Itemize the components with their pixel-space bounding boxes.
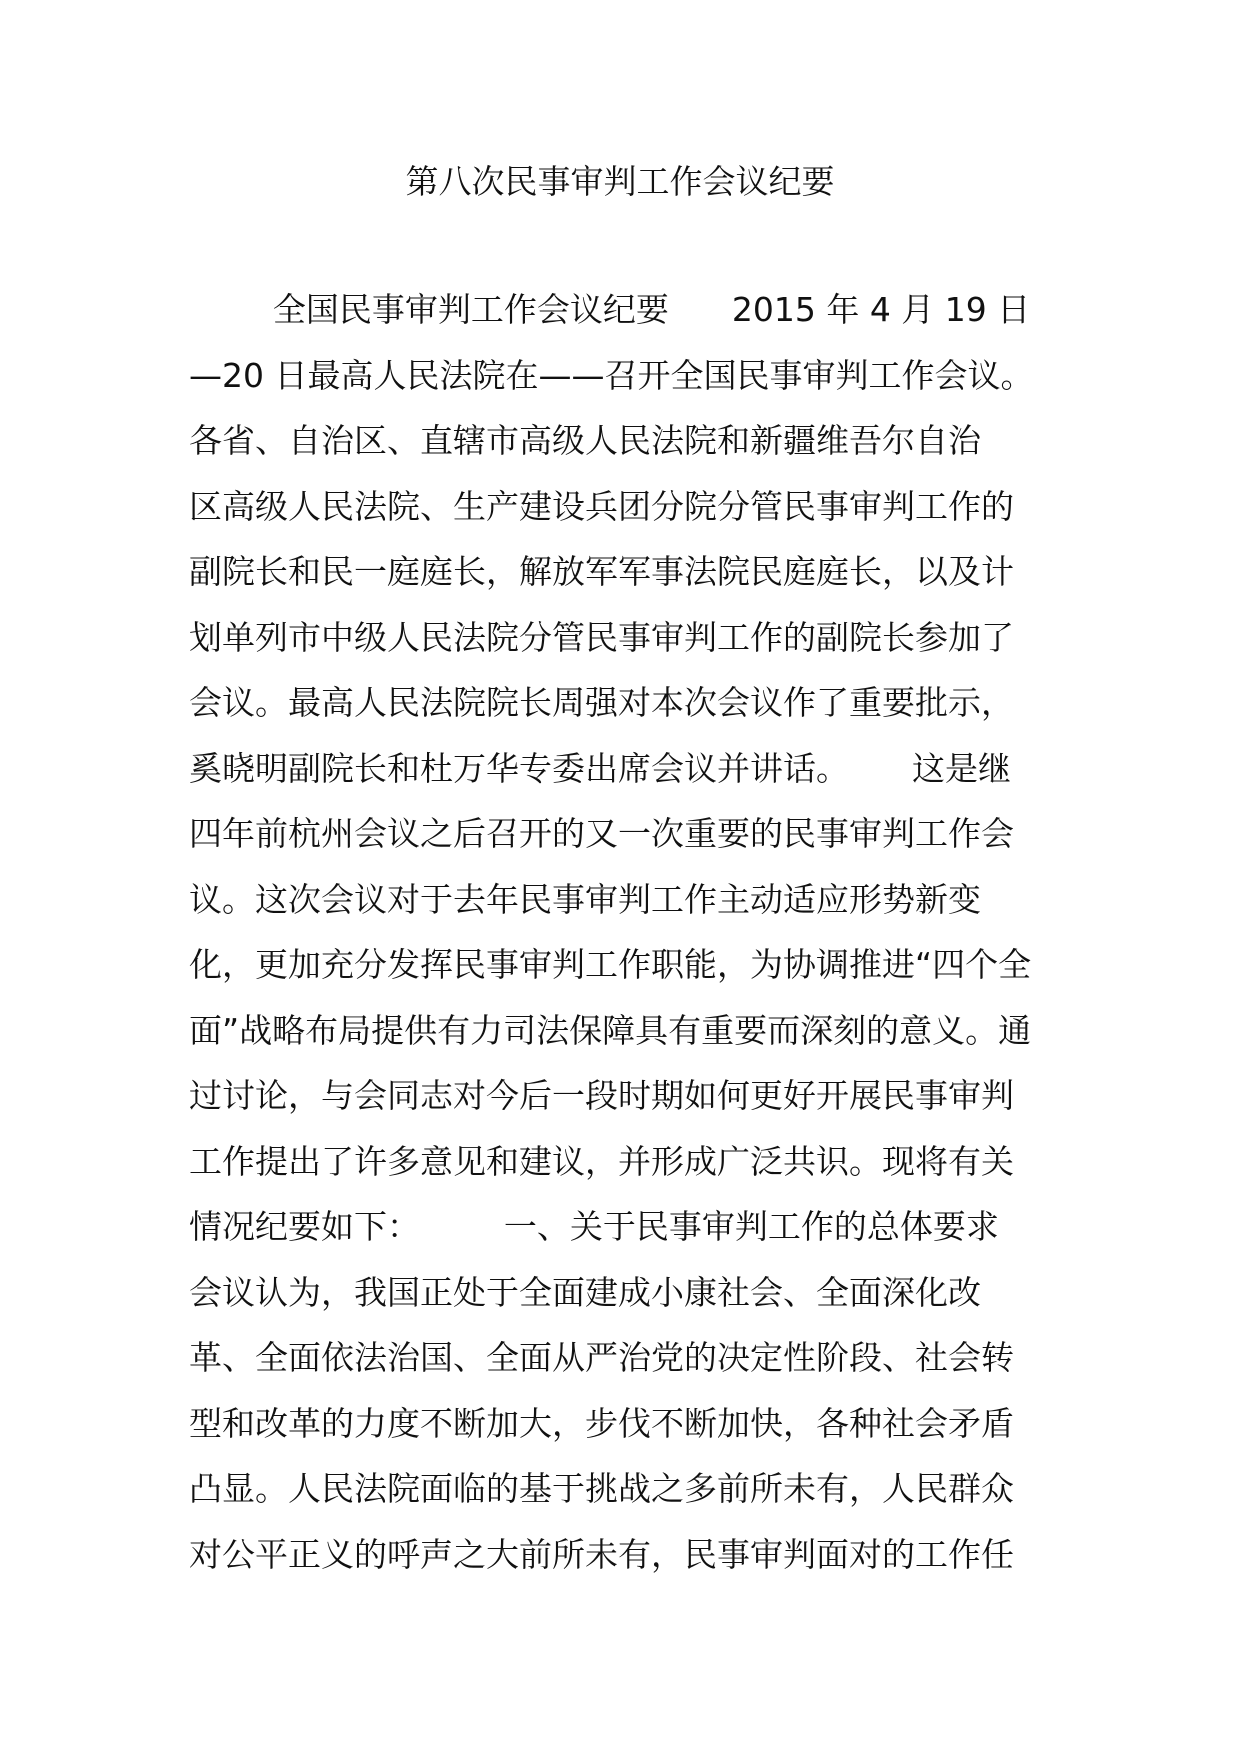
body-line: 会议。最高人民法院院长周强对本次会议作了重要批示， — [189, 683, 1014, 722]
body-line: 副院长和民一庭庭长，解放军军事法院民庭庭长，以及计 — [189, 552, 1014, 591]
body-line: —20 日最高人民法院在——召开全国民事审判工作会议。 — [189, 355, 1034, 395]
body-line: 划单列市中级人民法院分管民事审判工作的副院长参加了 — [189, 617, 1014, 657]
body-line: 凸显。人民法院面临的基于挑战之多前所未有，人民群众 — [189, 1469, 1014, 1508]
body-line: 对公平正义的呼声之大前所未有，民事审判面对的工作任 — [189, 1534, 1014, 1574]
body-line: 会议认为，我国正处于全面建成小康社会、全面深化改 — [189, 1272, 981, 1312]
body-line: 四年前杭州会议之后召开的又一次重要的民事审判工作会 — [189, 814, 1014, 853]
body-line: 全国民事审判工作会议纪要 2015 年 4 月 19 日 — [189, 290, 1031, 329]
body-line: 情况纪要如下： 一、关于民事审判工作的总体要求 — [189, 1207, 999, 1246]
document-body — [189, 288, 1069, 1598]
body-line: 革、全面依法治国、全面从严治党的决定性阶段、社会转 — [189, 1338, 1014, 1377]
body-line: 议。这次会议对于去年民事审判工作主动适应形势新变 — [189, 879, 981, 919]
document-title: 第八次民事审判工作会议纪要 — [405, 162, 835, 201]
body-line: 各省、自治区、直辖市高级人民法院和新疆维吾尔自治 — [189, 421, 981, 460]
body-line: 化，更加充分发挥民事审判工作职能，为协调推进“四个全 — [189, 945, 1032, 984]
body-line: 面”战略布局提供有力司法保障具有重要而深刻的意义。通 — [189, 1010, 1032, 1050]
body-line: 过讨论，与会同志对今后一段时期如何更好开展民事审判 — [189, 1076, 1014, 1115]
body-line: 工作提出了许多意见和建议，并形成广泛共识。现将有关 — [189, 1141, 1014, 1181]
body-line: 型和改革的力度不断加大，步伐不断加快，各种社会矛盾 — [189, 1403, 1014, 1443]
body-line: 区高级人民法院、生产建设兵团分院分管民事审判工作的 — [189, 486, 1014, 526]
body-line: 奚晓明副院长和杜万华专委出席会议并讲话。 这是继 — [189, 748, 1011, 788]
